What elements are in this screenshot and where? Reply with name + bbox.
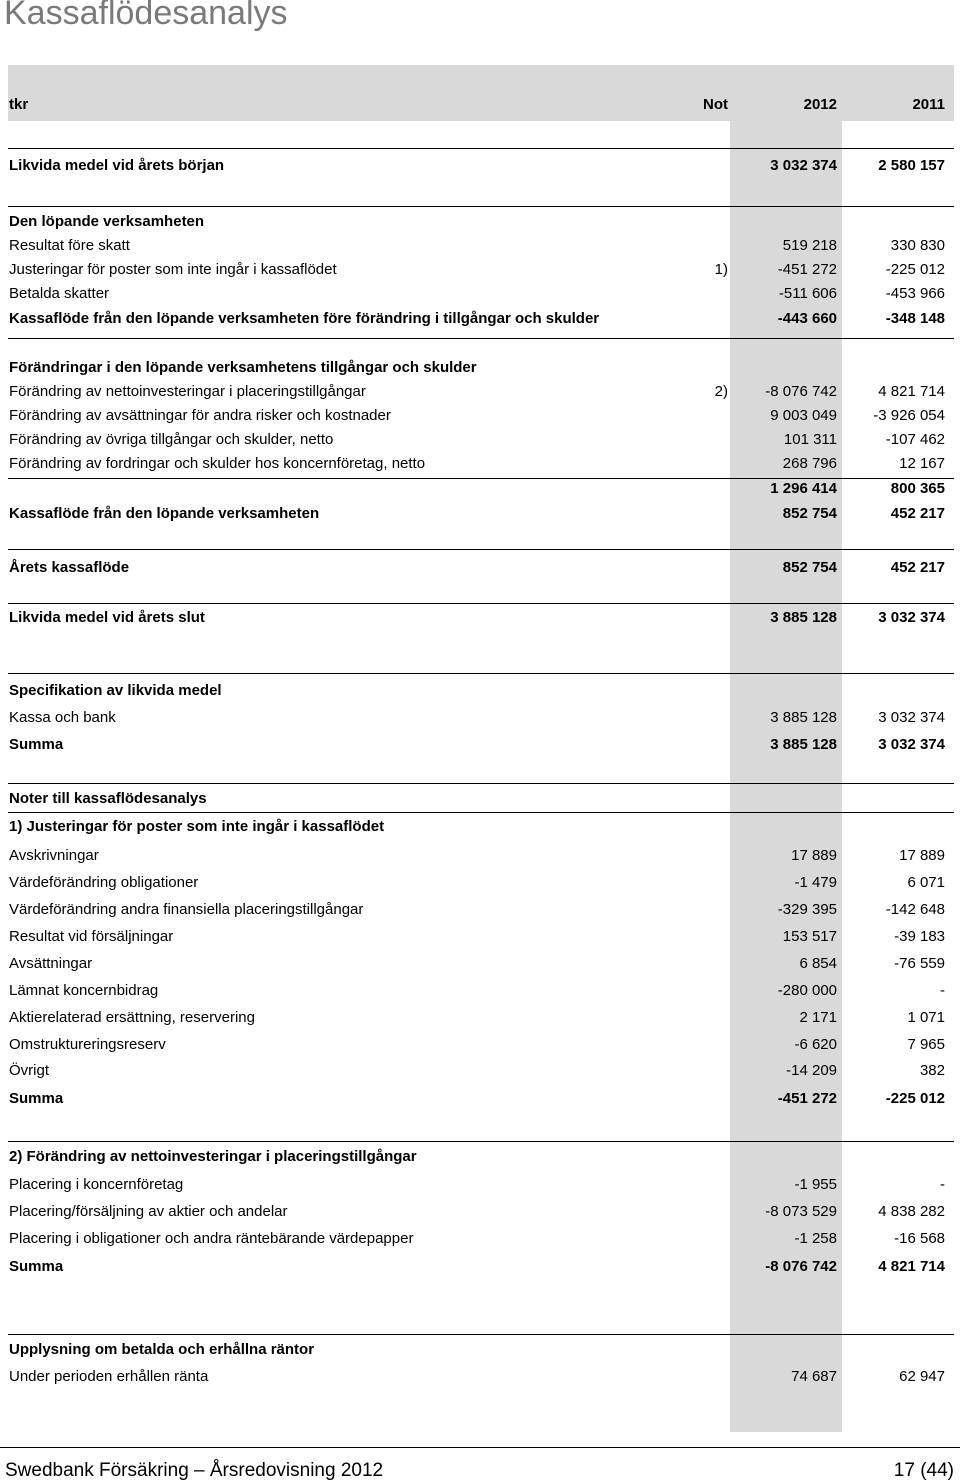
page-title: Kassaflödesanalys (4, 0, 288, 32)
row-label: Placering/försäljning av aktier och andelar (9, 1203, 288, 1220)
divider (8, 783, 954, 784)
row-label: Förändring av nettoinvesteringar i placeringstillgångar (9, 383, 366, 400)
row-value-2012: -1 258 (794, 1230, 837, 1247)
row-note: 1) (714, 261, 728, 278)
row-label: Betalda skatter (9, 285, 110, 302)
row-value-2012: 101 311 (783, 431, 837, 448)
row-label: Summa (9, 1090, 64, 1107)
row-value-2012: -511 606 (778, 285, 837, 302)
row-value-2012: 3 032 374 (770, 157, 837, 174)
row-value-2011: 3 032 374 (878, 709, 945, 726)
row-value-2011: 3 032 374 (878, 609, 945, 626)
row-label: Under perioden erhållen ränta (9, 1368, 209, 1385)
row-label: Kassa och bank (9, 709, 116, 726)
row-value-2012: 9 003 049 (770, 407, 837, 424)
row-value-2011: 1 071 (907, 1009, 945, 1026)
header-note-label: Not (703, 96, 728, 113)
row-value-2012: 17 889 (791, 847, 837, 864)
row-value-2011: 3 032 374 (878, 736, 945, 753)
row-value-2011: 330 830 (890, 237, 945, 254)
row-label: Aktierelaterad ersättning, reservering (9, 1009, 255, 1026)
row-label: Likvida medel vid årets slut (9, 609, 205, 626)
header-year-2012: 2012 (803, 96, 837, 113)
row-value-2012: 6 854 (799, 955, 837, 972)
divider (8, 206, 954, 207)
row-label: Avskrivningar (9, 847, 99, 864)
row-value-2012: -451 272 (777, 261, 837, 278)
row-label: Likvida medel vid årets början (9, 157, 225, 174)
row-value-2012: -8 073 529 (765, 1203, 837, 1220)
footer-page-number: 17 (44) (893, 1460, 954, 1481)
row-value-2011: - (940, 1176, 945, 1193)
row-value-2012: -8 076 742 (765, 1258, 837, 1275)
divider (8, 338, 954, 339)
row-value-2011: 17 889 (899, 847, 945, 864)
header-year-2011: 2011 (912, 96, 945, 113)
row-value-2012: 1 296 414 (770, 480, 837, 497)
row-value-2011: -16 568 (894, 1230, 945, 1247)
row-value-2012: 3 885 128 (770, 736, 837, 753)
row-value-2012: 852 754 (782, 505, 837, 522)
row-value-2011: - (940, 982, 945, 999)
divider (8, 148, 954, 149)
row-label: Justeringar för poster som inte ingår i kassaflödet (9, 261, 337, 278)
row-label: Förändring av avsättningar för andra risker och kostnader (9, 407, 391, 424)
divider (8, 478, 954, 479)
footer-report-name: Swedbank Försäkring – Årsredovisning 2012 (5, 1460, 384, 1481)
row-value-2011: 4 838 282 (878, 1203, 945, 1220)
row-note: 2) (714, 383, 728, 400)
row-label: Placering i koncernföretag (9, 1176, 184, 1193)
row-label: Placering i obligationer och andra räntebärande värdepapper (9, 1230, 414, 1247)
row-value-2012: 852 754 (782, 559, 837, 576)
row-value-2011: -225 012 (885, 261, 945, 278)
row-label: Förändring av övriga tillgångar och skulder, netto (9, 431, 334, 448)
row-label: Resultat vid försäljningar (9, 928, 174, 945)
row-value-2011: -3 926 054 (873, 407, 945, 424)
row-value-2012: 74 687 (791, 1368, 837, 1385)
row-label: Summa (9, 1258, 64, 1275)
footer-divider (0, 1447, 960, 1448)
row-label: Årets kassaflöde (9, 559, 130, 576)
row-value-2011: 4 821 714 (878, 383, 945, 400)
row-label: 2) Förändring av nettoinvesteringar i placeringstillgångar (9, 1148, 417, 1165)
divider (8, 603, 954, 604)
row-value-2012: -8 076 742 (765, 383, 837, 400)
row-value-2011: -225 012 (885, 1090, 945, 1107)
row-value-2011: -142 648 (885, 901, 945, 918)
row-label: Avsättningar (9, 955, 93, 972)
row-value-2012: -6 620 (794, 1036, 837, 1053)
row-value-2011: 6 071 (907, 874, 945, 891)
row-label: Kassaflöde från den löpande verksamheten före förändring i tillgångar och skulder (9, 310, 600, 327)
divider (8, 812, 954, 813)
row-label: Värdeförändring andra finansiella placeringstillgångar (9, 901, 364, 918)
row-value-2012: -443 660 (777, 310, 837, 327)
row-value-2012: -1 955 (794, 1176, 837, 1193)
row-label: Förändringar i den löpande verksamhetens tillgångar och skulder (9, 359, 477, 376)
row-value-2012: 153 517 (782, 928, 837, 945)
row-value-2012: -280 000 (777, 982, 837, 999)
row-value-2012: 268 796 (782, 455, 837, 472)
row-label: Kassaflöde från den löpande verksamheten (9, 505, 320, 522)
row-label: Övrigt (9, 1062, 50, 1079)
row-value-2012: 2 171 (799, 1009, 837, 1026)
row-value-2012: -14 209 (786, 1062, 837, 1079)
row-value-2012: 3 885 128 (770, 709, 837, 726)
row-value-2011: 382 (919, 1062, 945, 1079)
row-value-2011: 800 365 (890, 480, 945, 497)
header-unit-label: tkr (9, 96, 29, 113)
row-label: Resultat före skatt (9, 237, 130, 254)
row-value-2011: -348 148 (885, 310, 945, 327)
divider (8, 549, 954, 550)
row-label: Summa (9, 736, 64, 753)
row-value-2012: -329 395 (777, 901, 837, 918)
row-value-2012: 3 885 128 (770, 609, 837, 626)
divider (8, 1334, 954, 1335)
row-label: Förändring av fordringar och skulder hos koncernföretag, netto (9, 455, 426, 472)
row-value-2011: 12 167 (899, 455, 945, 472)
row-label: Den löpande verksamheten (9, 213, 205, 230)
row-value-2011: 62 947 (899, 1368, 945, 1385)
row-value-2012: 519 218 (782, 237, 837, 254)
row-value-2011: 4 821 714 (878, 1258, 945, 1275)
row-value-2011: 452 217 (890, 559, 945, 576)
row-value-2011: -107 462 (885, 431, 945, 448)
row-value-2012: -1 479 (794, 874, 837, 891)
row-value-2011: 7 965 (907, 1036, 945, 1053)
row-label: Lämnat koncernbidrag (9, 982, 159, 999)
row-label: 1) Justeringar för poster som inte ingår i kassaflödet (9, 818, 385, 835)
row-value-2011: -76 559 (894, 955, 945, 972)
row-value-2011: -39 183 (894, 928, 945, 945)
row-label: Specifikation av likvida medel (9, 682, 222, 699)
divider (8, 673, 954, 674)
row-label: Omstruktureringsreserv (9, 1036, 166, 1053)
row-value-2011: 2 580 157 (878, 157, 945, 174)
row-label: Upplysning om betalda och erhållna räntor (9, 1341, 315, 1358)
row-value-2012: -451 272 (777, 1090, 837, 1107)
divider (8, 1141, 954, 1142)
row-label: Värdeförändring obligationer (9, 874, 199, 891)
row-value-2011: -453 966 (885, 285, 945, 302)
row-label: Noter till kassaflödesanalys (9, 790, 207, 807)
row-value-2011: 452 217 (890, 505, 945, 522)
